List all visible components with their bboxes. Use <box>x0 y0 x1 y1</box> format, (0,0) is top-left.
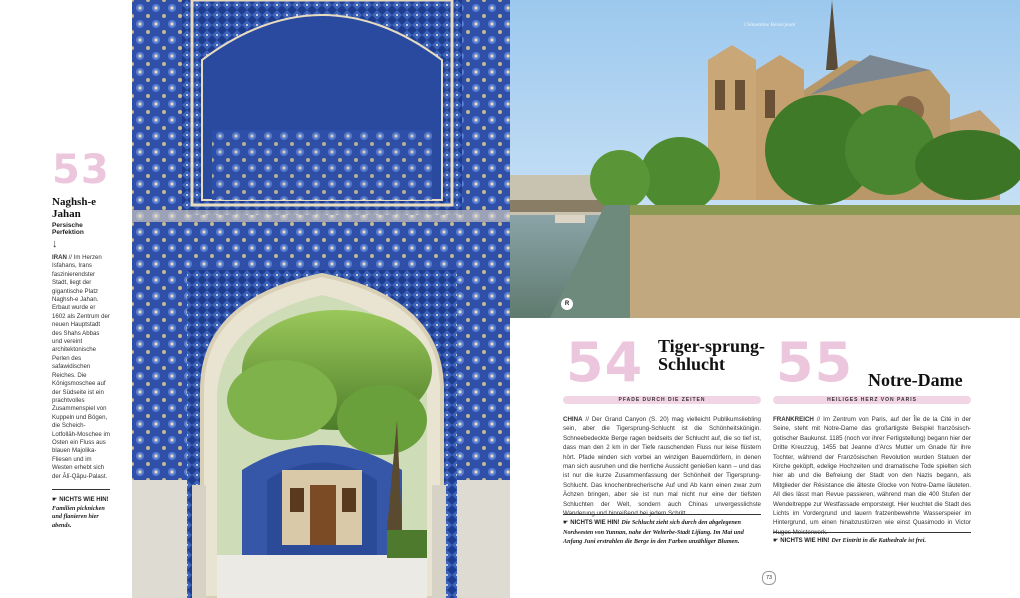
page-number: 73 <box>762 571 776 585</box>
separator: // <box>66 254 74 261</box>
tip-text: Der Eintritt in die Kathedrale ist frei. <box>831 537 927 544</box>
separator: // <box>813 416 824 423</box>
body-text: Der Grand Canyon (S. 20) mag vielleicht Publikumsliebling sein, aber die Tigersprung-Schlucht ist die Schönheitskönigin. Schneebedeckte Berge ragen beidseits der Schlucht auf, die so tief ist, dass man den 2 km in der Tiefe rauschenden Fluss nur leise flüstern hört. Pfade winden sich vorbei an winzigen Bauerndörfern, in denen man sich ausruhen und die herrliche Aussicht genießen kann – und das ist nur die kurze Zusammenfassung der Schönheit der Tigersprung-Schlucht. Das knochenbrecherische Auf und Ab kann einen zwar zum Ächzen bringen, aber sie ist nun mal nicht nur eine der tiefsten Schluchten der Welt, sondern auch Chinas unvergesslichste Wanderung und hinreißend bei jedem Schritt. <box>563 416 761 518</box>
tip-53 <box>52 496 110 530</box>
tip-label: NICHTS WIE HIN! <box>780 538 830 544</box>
tip-54 <box>563 518 761 547</box>
entry-number-53: 53 <box>52 147 110 193</box>
entry-title-54: Tiger-sprung-Schlucht <box>658 336 766 374</box>
photo-credit: Clémentine Beiserjeuté <box>744 22 796 28</box>
divider <box>563 514 761 515</box>
entry-title-53: Naghsh-e Jahan <box>52 196 97 220</box>
hand-pointer-icon: ☛ <box>773 537 781 544</box>
down-arrow-icon: ↓ <box>52 238 58 250</box>
entry-number-55: 55 <box>776 331 854 394</box>
tip-label: NICHTS WIE HIN! <box>570 520 620 526</box>
separator: // <box>582 416 592 423</box>
entry-body-55 <box>773 415 971 537</box>
entry-subtitle-53: Persische Perfektion <box>52 222 84 236</box>
hand-pointer-icon: ☛ <box>52 495 60 503</box>
entry-number-54: 54 <box>566 331 644 394</box>
tip-text: Familien picknicken und flanieren hier abends. <box>52 504 105 529</box>
country-label: FRANKREICH <box>773 416 814 423</box>
photo-label-badge: R <box>561 298 573 310</box>
body-text: Im Herzen Isfahans, Irans faszinierendster Stadt, liegt der gigantische Platz Naghsh-e Jahan. Erbaut wurde er 1602 als Zentrum der neuen Hauptstadt des Shahs Abbas und vereint architektonische Perlen des safawidischen Reiches. Die Königsmoschee auf der Südseite ist ein prachtvolles Zusammenspiel von Kuppeln und Bögen, die Scheich-Lotfollāh-Moschee im Osten ein Fluss aus blauen Majolika-Fliesen und im Westen erhebt sich der Ālī-Qāpu-Palast. <box>52 254 110 480</box>
country-label: IRAN <box>52 254 67 261</box>
mosque-photo <box>132 0 510 598</box>
entry-band-55: HEILIGES HERZ VON PARIS <box>773 396 971 404</box>
tip-label: NICHTS WIE HIN! <box>59 496 109 503</box>
divider <box>52 489 110 490</box>
entry-body-53 <box>52 254 110 481</box>
country-label: CHINA <box>563 416 583 423</box>
notre-dame-photo <box>510 0 1020 318</box>
body-text: Im Zentrum von Paris, auf der Île de la Cité in der Seine, steht mit Notre-Dame das großartigste Beispiel französisch-gotischer Baukunst. 1185 (noch vor ihrer Fertigstellung) begann hier der Dritte Kreuzzug, 1455 bat Jeanne d'Arcs Mutter um Gnade für ihre Tochter, während der Französischen Revolution wurden Statuen der Kirche geköpft, edelige Hochzeiten und dramatische Tode spielten sich hier ab und die Befreiung der Stadt von den Nazis begann, als Mitglieder der Résistance die älteste Glocke von Notre-Dame läuteten. All dies lässt man Revue passieren, während man die 400 Stufen der Wendeltreppe zur Westfassade emporsteigt. Hier leuchtet die Stadt des Lichts im Vordergrund und lauern fratzenbewehrte Wasserspeier im Hintergrund, um einen hinabzustürzen wie einst Quasimodo in Victor Hugos Meisterwerk. <box>773 416 971 536</box>
entry-title-55: Notre-Dame <box>868 370 963 390</box>
tip-55 <box>773 536 971 546</box>
entry-53-column <box>52 147 110 530</box>
tip-text: Die Schlucht zieht sich durch den abgelegenen Nordwesten von Yunnan, nahe der Welterbe-Stadt Lijiang. Im Mai und Anfang Juni erstrahlen die Berge in den Farben unzähliger Blumen. <box>563 519 744 546</box>
entry-band-54: PFADE DURCH DIE ZEITEN <box>563 396 761 404</box>
divider <box>773 532 971 533</box>
entry-body-54 <box>563 415 761 518</box>
hand-pointer-icon: ☛ <box>563 519 571 526</box>
